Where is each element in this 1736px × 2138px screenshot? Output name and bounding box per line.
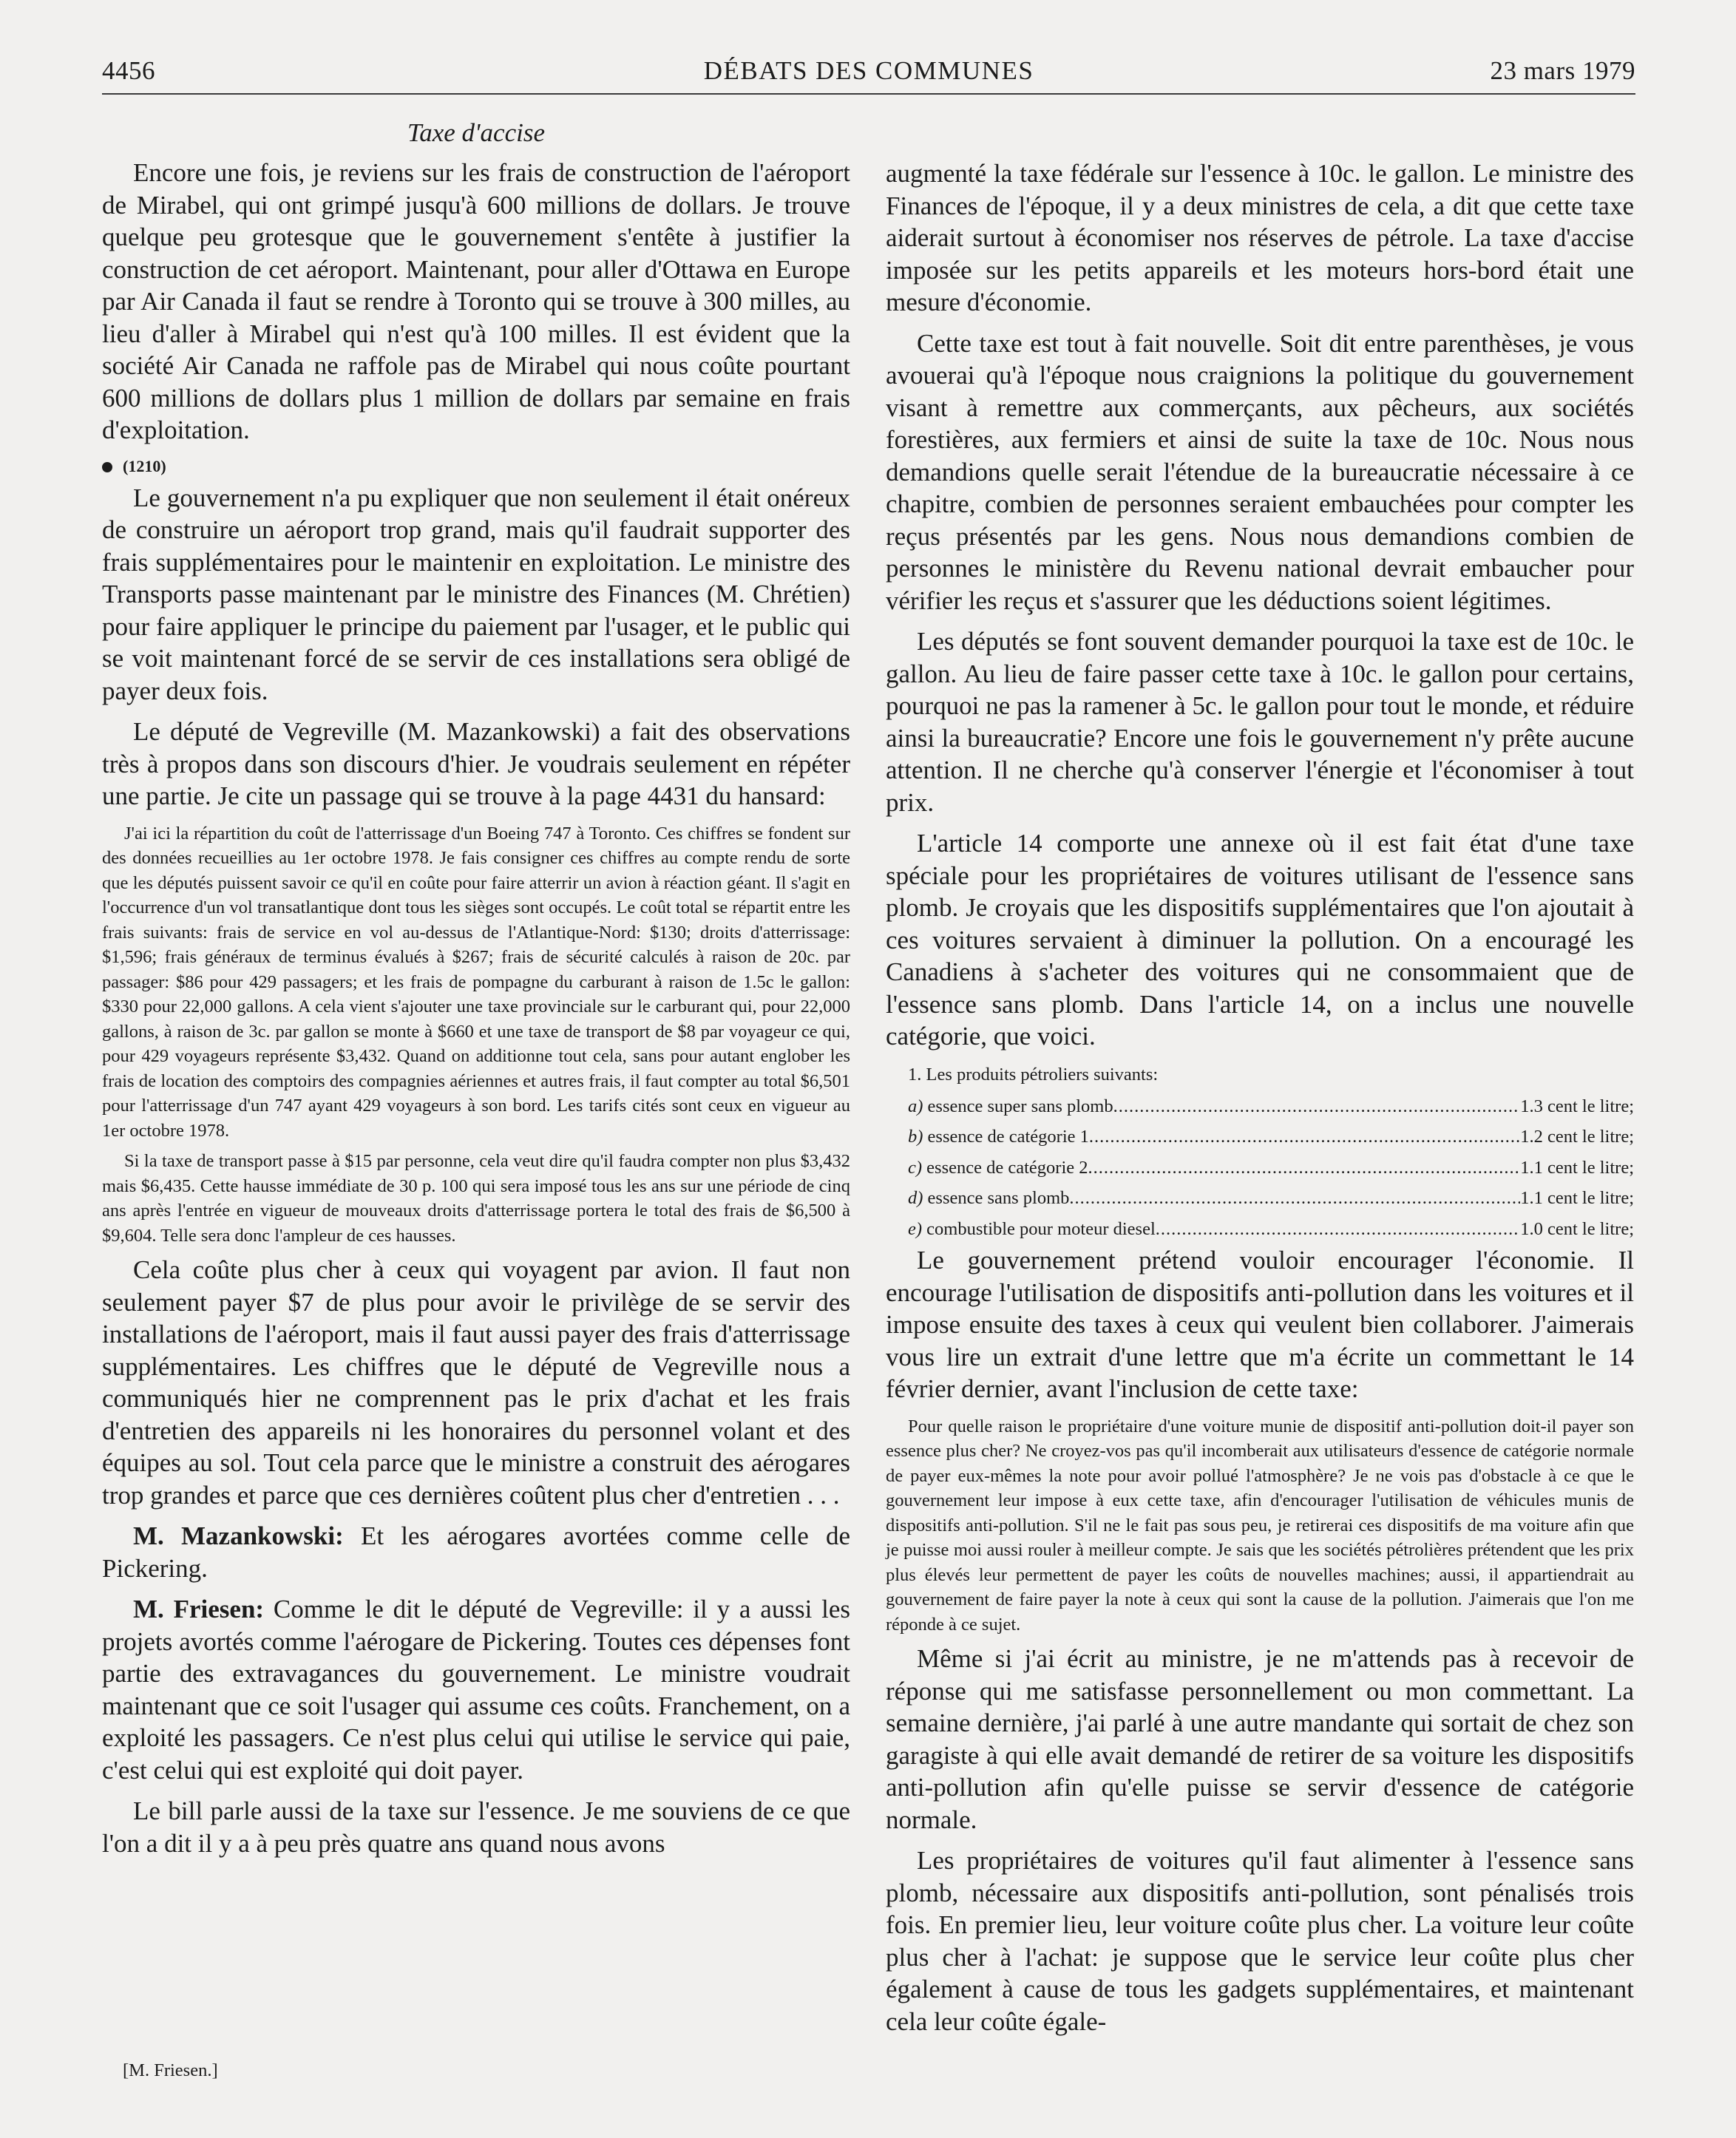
paragraph: Même si j'ai écrit au ministre, je ne m'attends pas à recevoir de réponse qui me satisfasse personnellement ou mon commettant. La semaine dernière, j'ai parlé à une autre mandante qui sortait de chez son garagiste à qui elle avait demandé de retirer de sa voiture les dispositifs anti-pollution afin qu'elle puisse se servir d'essence de catégorie normale. xyxy=(886,1644,1634,1834)
paragraph: L'article 14 comporte une annexe où il est fait état d'une taxe spéciale pour les propriétaires de voitures utilisant de l'essence sans plomb. Je croyais que les dispositifs supplémentaires que l'on ajoutait à ces voitures servaient à diminuer la pollution. On a encouragé les Canadiens à s'acheter des voitures qui ne consommaient que de l'essence sans plomb. Dans l'article 14, on a inclus une nouvelle catégorie, que voici. xyxy=(886,829,1634,1051)
list-item xyxy=(886,1091,1634,1122)
item-letter: d) xyxy=(908,1188,923,1208)
paragraph: augmenté la taxe fédérale sur l'essence à 10c. le gallon. Le ministre des Finances de l'époque, il y a deux ministres de cela, a dit que cette taxe aiderait surtout à économiser nos réserves de pétrole. La taxe d'accise imposée sur les petits appareils et les moteurs hors-bord était une mesure d'économie. xyxy=(886,159,1634,316)
item-value: 1.2 cent le litre; xyxy=(1520,1127,1634,1147)
leader-dots xyxy=(1089,1121,1520,1153)
speaker-paragraph xyxy=(102,1593,850,1786)
paragraph: Le bill parle aussi de la taxe sur l'essence. Je me souviens de ce que l'on a dit il y a à peu près quatre ans quand nous avons xyxy=(102,1796,850,1858)
item-value: 1.3 cent le litre; xyxy=(1520,1096,1634,1116)
leader-dots xyxy=(1088,1153,1521,1184)
item-label: essence de catégorie 1 xyxy=(923,1127,1089,1147)
page-number: 4456 xyxy=(102,56,155,85)
list-item xyxy=(886,1153,1634,1184)
paragraph: Le gouvernement n'a pu expliquer que non seulement il était onéreux de construire un aéroport trop grand, mais qu'il faudrait supporter des frais supplémentaires pour le maintenir en exploitation. Le ministre des Transports passe maintenant par le ministre des Finances (M. Chrétien) pour faire appliquer le principe du paiement par l'usager, et le public qui se voit maintenant forcé de se servir de ces installations sera obligé de payer deux fois. xyxy=(102,483,850,705)
time-marker-text: (1210) xyxy=(123,456,166,475)
speaker-name: M. Friesen: xyxy=(133,1595,265,1623)
item-value: 1.1 cent le litre; xyxy=(1520,1188,1634,1208)
paragraph: Le député de Vegreville (M. Mazankowski) a fait des observations très à propos dans son discours d'hier. Je voudrais seulement en répéter une partie. Je cite un passage qui se trouve à la page 4431 du hansard: xyxy=(102,717,850,810)
header-rule xyxy=(102,93,1635,95)
leader-dots xyxy=(1069,1183,1520,1214)
list-item xyxy=(886,1214,1634,1245)
publication-title: DÉBATS DES COMMUNES xyxy=(703,56,1034,85)
leader-dots xyxy=(1156,1214,1520,1245)
list-item xyxy=(886,1183,1634,1214)
speaker-text: Comme le dit le député de Vegreville: il y a aussi les projets avortés comme l'aérogare de Pickering. Toutes ces dépenses font partie des extravagances du gouvernement. Le ministre voudrait maintenant que ce soit l'usager qui assume ces coûts. Franchement, on a exploité les passagers. Ce n'est plus celui qui utilise le service qui paie, c'est celui qui est exploité qui doit payer. xyxy=(102,1595,851,1785)
item-letter: b) xyxy=(908,1127,923,1147)
quoted-letter: Pour quelle raison le propriétaire d'une voiture munie de dispositif anti-pollution doit-il payer son essence plus cher? Ne croyez-vos pas qu'il incomberait aux utilisateurs d'essence de catégorie normale de payer eux-mêmes la note pour avoir pollué l'atmosphère? Je ne vois pas d'obstacle à ce que le gouvernement leur impose à eux cette taxe, afin d'encourager l'utilisation de véhicules munis de dispositifs anti-pollution. S'il ne le fait pas sous peu, je retirerai ces dispositifs de ma voiture afin que je puisse moi aussi rouler à meilleur compte. Je sais que les sociétés pétrolières prétendent que les prix plus élevés leur permettent de payer les coûts de nouvelles machines; aussi, il appartiendrait au gouvernement de faire payer la note à ceux qui sont la cause de la pollution. J'aimerais que l'on me réponde à ce sujet. xyxy=(886,1416,1634,1635)
quoted-passage: Si la taxe de transport passe à $15 par personne, cela veut dire qu'il faudra compter non plus $3,432 mais $6,435. Cette hausse immédiate de 30 p. 100 qui sera imposé tous les ans sur une période de cinq ans après l'entrée en vigueur de mouveaux droits d'atterrissage portera le total des frais de $6,500 à $9,604. Telle sera donc l'ampleur de ces hausses. xyxy=(102,1151,850,1246)
paragraph: Encore une fois, je reviens sur les frais de construction de l'aéroport de Mirabel, qui ont grimpé jusqu'à 600 millions de dollars. Je trouve quelque peu grotesque que le gouvernement s'entête à justifier la construction de cet aéroport. Maintenant, pour aller d'Ottawa en Europe par Air Canada il faut se rendre à Toronto qui se trouve à 300 milles, au lieu d'aller à Mirabel qui n'est qu'à 100 milles. Il est évident que la société Air Canada ne raffole pas de Mirabel qui nous coûte pourtant 600 millions de dollars plus 1 million de dollars par semaine en frais d'exploitation. xyxy=(102,158,850,444)
item-label: essence super sans plomb xyxy=(923,1096,1113,1116)
bullet-dot-icon xyxy=(102,462,112,472)
item-value: 1.1 cent le litre; xyxy=(1520,1157,1634,1178)
item-label: combustible pour moteur diesel xyxy=(922,1218,1156,1239)
item-letter: c) xyxy=(908,1157,923,1178)
item-letter: e) xyxy=(908,1218,923,1239)
right-column xyxy=(886,157,1634,2046)
item-value: 1.0 cent le litre; xyxy=(1520,1218,1634,1239)
paragraph: Les propriétaires de voitures qu'il faut alimenter à l'essence sans plomb, nécessaire aux dispositifs anti-pollution, sont pénalisés trois fois. En premier lieu, leur voiture coûte plus cher. La voiture leur coûte plus cher à l'achat: je suppose que le service leur coûte plus cher également à cause de tous les gadgets supplémentaires, et maintenant cela leur coûte égale- xyxy=(886,1846,1634,2036)
time-marker xyxy=(102,455,850,478)
tax-rate-list xyxy=(886,1091,1634,1245)
speaker-name: M. Mazankowski: xyxy=(133,1521,344,1550)
leader-dots xyxy=(1113,1091,1521,1122)
item-label: essence sans plomb xyxy=(923,1188,1070,1208)
item-label: essence de catégorie 2 xyxy=(922,1157,1088,1178)
paragraph: Cette taxe est tout à fait nouvelle. Soit dit entre parenthèses, je vous avouerai qu'à l'époque nous craignions la politique du gouvernement visant à remettre aux commerçants, aux pêcheurs, aux sociétés forestières, aux fermiers et ainsi de suite la taxe de 10c. Nous nous demandions quelle serait l'étendue de la bureaucratie nécessaire à ce chapitre, combien de personnes seraient embauchées pour compter les reçus présentés par les gens. Nous nous demandions combien de personnes le ministère du Revenu national devrait embaucher pour vérifier les reçus et s'assurer que les déductions soient légitimes. xyxy=(886,328,1634,615)
paragraph: Le gouvernement prétend vouloir encourager l'économie. Il encourage l'utilisation de dispositifs anti-pollution dans les voitures et il impose ensuite des taxes à ceux qui veulent bien collaborer. J'aimerais vous lire un extrait d'une lettre que m'a écrite un commettant le 14 février dernier, avant l'inclusion de cette taxe: xyxy=(886,1246,1634,1403)
list-item xyxy=(886,1121,1634,1153)
section-title: Taxe d'accise xyxy=(407,118,545,147)
paragraph: Les députés se font souvent demander pourquoi la taxe est de 10c. le gallon. Au lieu de faire passer cette taxe à 10c. le gallon pour certains, pourquoi ne pas la ramener à 5c. le gallon pour tout le monde, et réduire ainsi la bureaucratie? Encore une fois le gouvernement n'y prête aucune attention. Il ne cherche qu'à conserver l'énergie et l'économiser à tout prix. xyxy=(886,627,1634,817)
quoted-passage: J'ai ici la répartition du coût de l'atterrissage d'un Boeing 747 à Toronto. Ces chiffres se fondent sur des données recueillies au 1er octobre 1978. Je fais consigner ces chiffres au compte rendu de sorte que les députés puissent savoir ce qu'il en coûte pour faire atterrir un avion à réaction géant. Il s'agit en l'occurrence d'un vol transatlantique dont tous les sièges sont occupés. Le coût total se répartit entre les frais suivants: frais de service en vol au-dessus de l'Atlantique-Nord: $130; droits d'atterrissage: $1,596; frais généraux de terminus évalués à $267; frais de sécurité calculés à raison de 20c. par passager: $86 pour 429 passagers; et les frais de pompagne du carburant à raison de 1.5c le gallon: $330 pour 22,000 gallons. A cela vient s'ajouter une taxe provinciale sur le carburant qui, pour 22,000 gallons, à raison de 3c. par gallon se monte à $660 et une taxe de transport de $8 par voyageur ce qui, pour 429 voyageurs représente $3,432. Quand on additionne tout cela, sans pour autant englober les frais de location des comptoirs des compagnies aériennes et autres frais, il faut compter au total $6,501 pour l'atterrissage d'un 747 ayant 429 voyageurs à son bord. Les tarifs cités sont ceux en vigueur au 1er octobre 1978. xyxy=(102,823,850,1141)
page-date: 23 mars 1979 xyxy=(1490,56,1635,85)
speaker-footer: [M. Friesen.] xyxy=(123,2060,218,2080)
left-column xyxy=(102,111,850,1868)
paragraph: Cela coûte plus cher à ceux qui voyagent par avion. Il faut non seulement payer $7 de plus pour avoir le privilège de se servir des installations de l'aéroport, mais il faut aussi payer des frais d'atterrissage supplémentaires. Les chiffres que le député de Vegreville nous a communiqués hier ne comprennent pas le prix d'achat et les frais d'entretien des appareils ni les honoraires du personnel volant et des équipes au sol. Tout cela parce que le ministre a construit des aérogares trop grandes et parce que ces dernières coûtent plus cher d'entretien . . . xyxy=(102,1255,850,1510)
list-intro: 1. Les produits pétroliers suivants: xyxy=(908,1064,1159,1085)
speaker-paragraph xyxy=(102,1520,850,1584)
item-letter: a) xyxy=(908,1096,923,1116)
speaker-text: Et les aérogares avortées comme celle de Pickering. xyxy=(102,1521,851,1583)
